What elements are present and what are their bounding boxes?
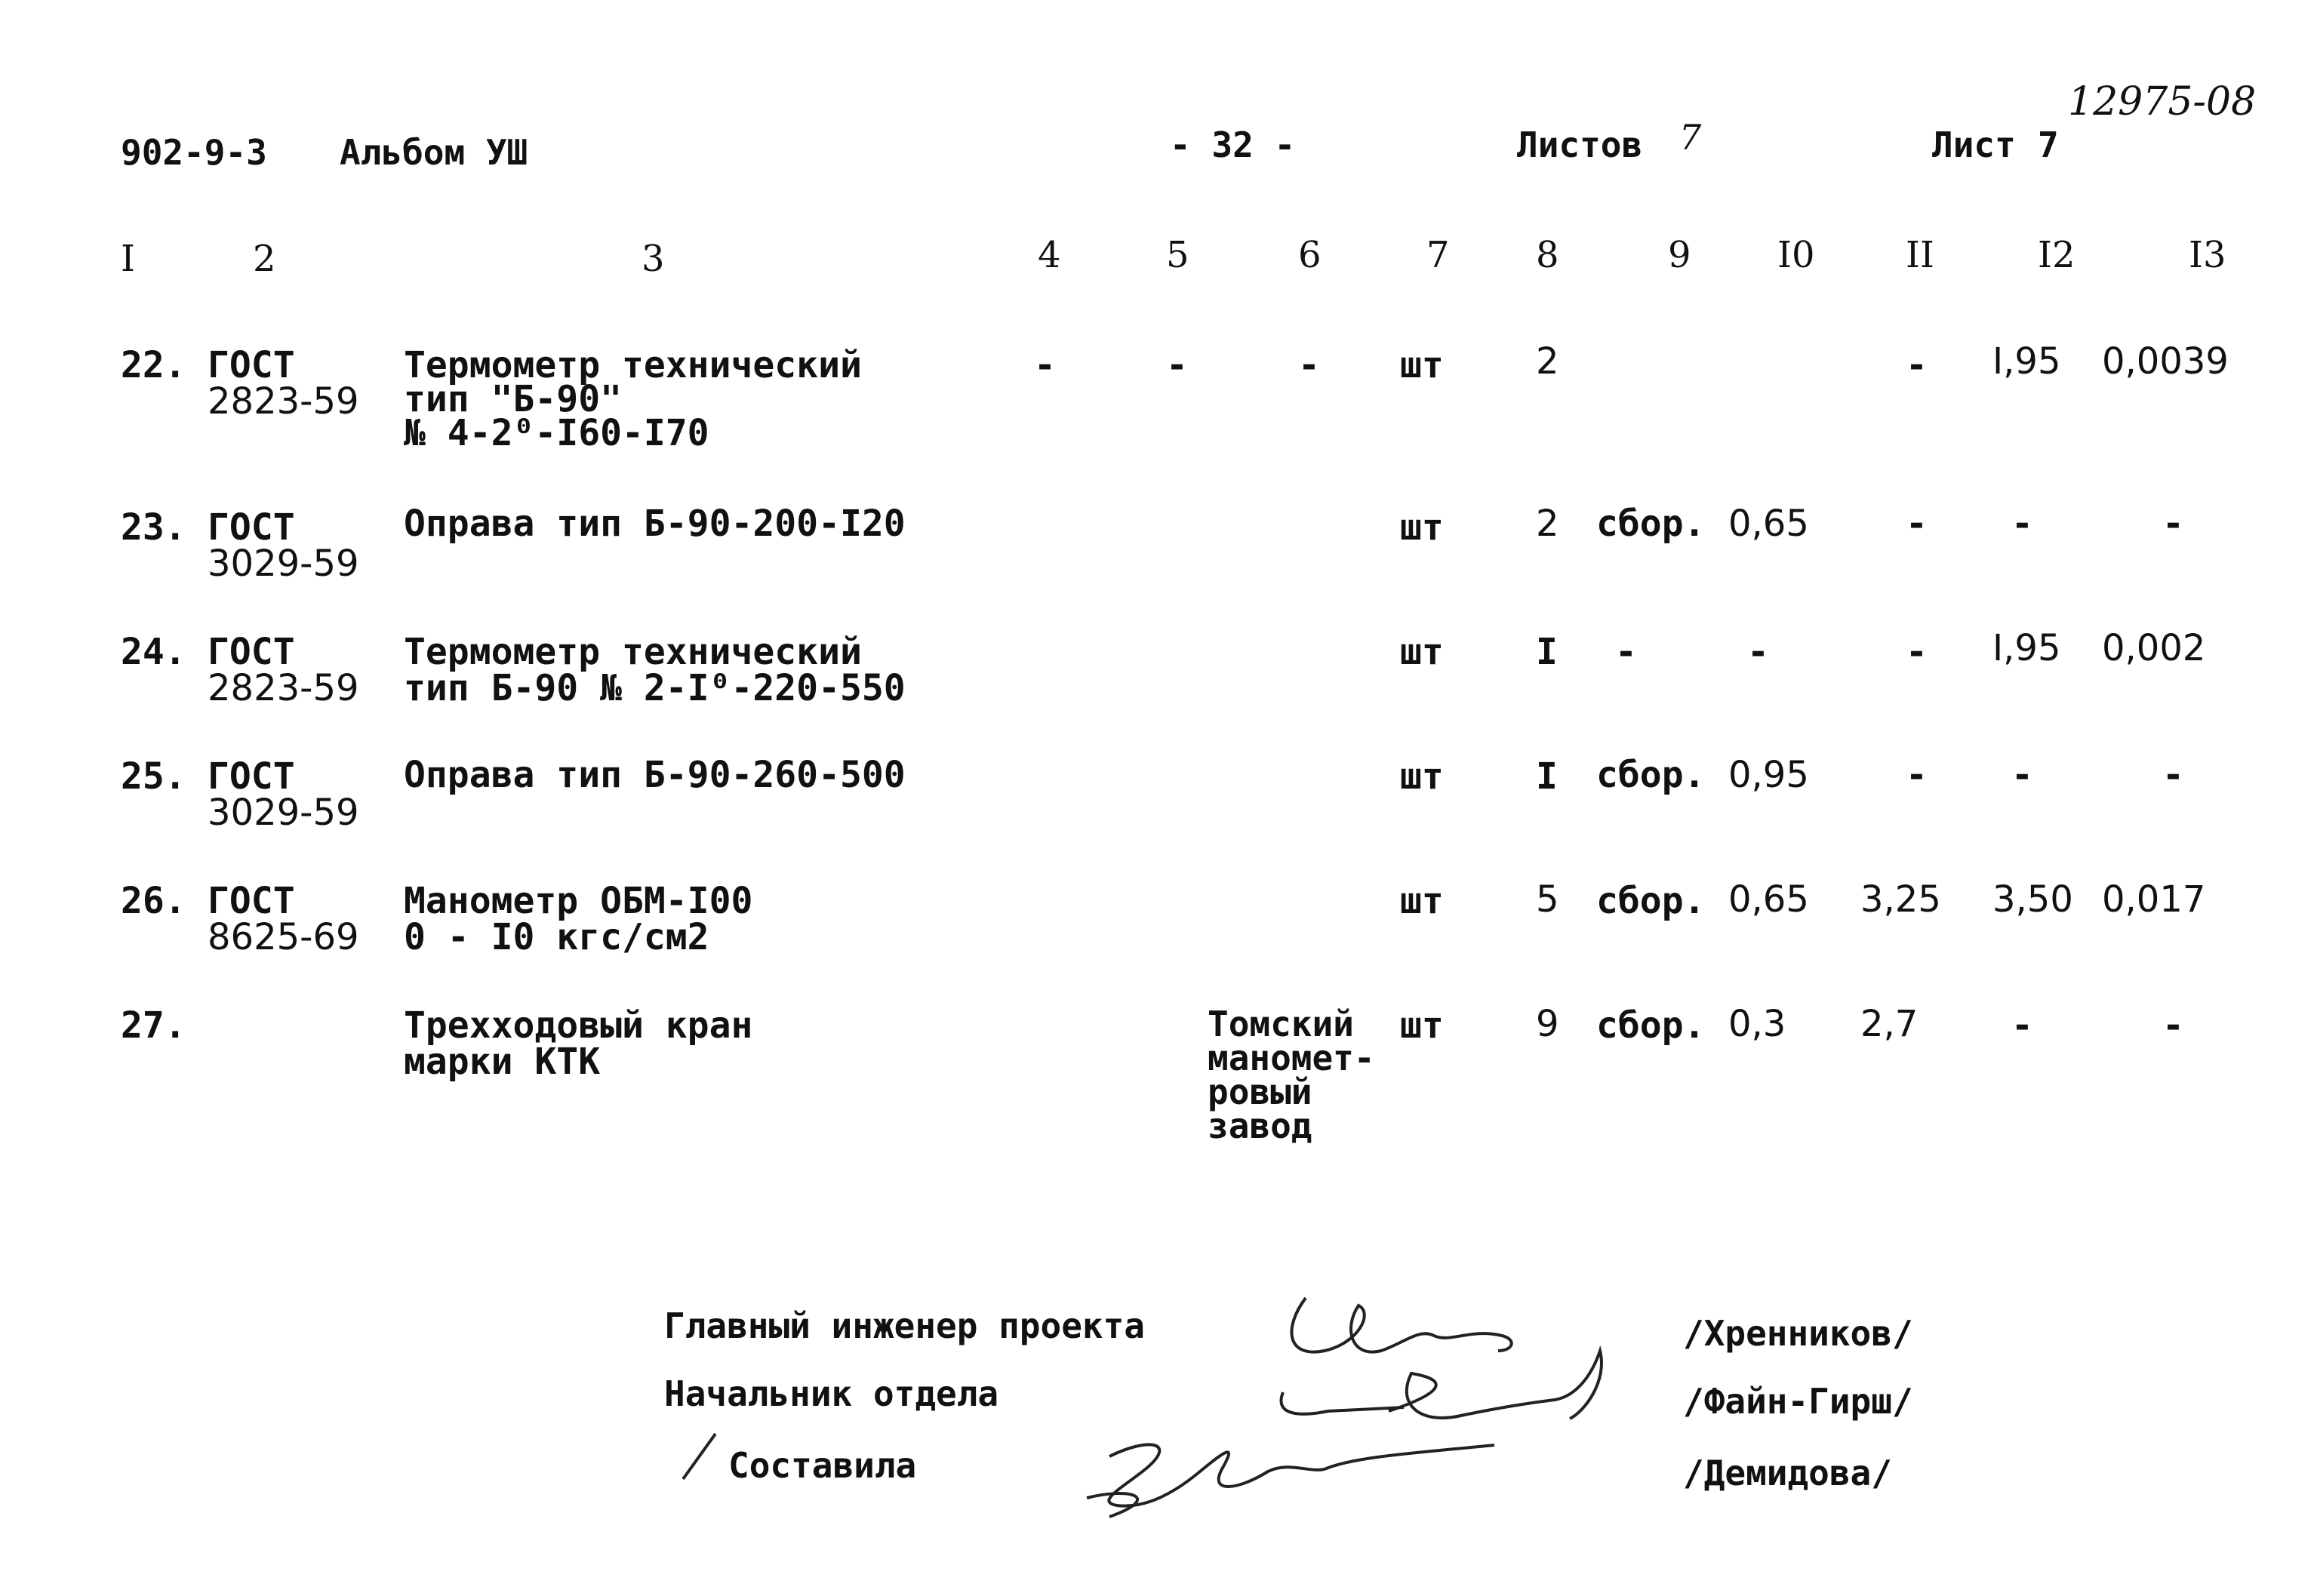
column-number: 8 <box>1536 234 1559 276</box>
manufacturer: ровый <box>1208 1072 1312 1112</box>
standard-number: 2823-59 <box>208 667 359 709</box>
cell-col13: 0,0039 <box>2102 340 2229 383</box>
signature-scribble <box>1282 1392 1405 1414</box>
item-name: Термометр технический <box>404 344 862 386</box>
cell-col9: сбор. <box>1596 1004 1706 1047</box>
column-number: I3 <box>2189 234 2226 276</box>
item-name: Термометр технический <box>404 631 862 673</box>
column-number: I0 <box>1777 234 1815 276</box>
cell-col9: - <box>1615 631 1637 673</box>
cell-col13: 0,017 <box>2102 878 2206 921</box>
quantity: I <box>1536 755 1558 798</box>
quantity: 9 <box>1536 1003 1559 1045</box>
cell-col10: 0,3 <box>1728 1003 1786 1045</box>
cell-col11: - <box>1906 754 1928 796</box>
item-name: Оправа тип Б-90-200-I20 <box>404 503 906 545</box>
manufacturer: Томский <box>1208 1004 1354 1044</box>
unit: шт <box>1400 631 1444 673</box>
column-number: 5 <box>1166 234 1189 276</box>
cell-col10: 0,95 <box>1728 754 1809 796</box>
cell-col11: 3,25 <box>1860 878 1941 921</box>
item-name: марки КТК <box>404 1041 601 1083</box>
row-number: 27. <box>121 1004 186 1047</box>
unit: шт <box>1400 880 1444 922</box>
unit: шт <box>1400 755 1444 798</box>
signature-name: /Демидова/ <box>1683 1453 1892 1493</box>
quantity: 5 <box>1536 878 1559 921</box>
column-number: 2 <box>253 238 276 280</box>
unit: шт <box>1400 506 1444 549</box>
signature-role: Главный инженер проекта <box>664 1305 1145 1346</box>
standard-code: ГОСТ <box>208 880 295 922</box>
signature-role: Начальник отдела <box>664 1373 999 1414</box>
signature-scribble <box>1291 1298 1511 1352</box>
cell-col10: 0,65 <box>1728 878 1809 921</box>
row-number: 23. <box>121 506 186 549</box>
standard-number: 3029-59 <box>208 543 359 585</box>
manufacturer: маномет- <box>1208 1038 1375 1078</box>
cell-col5: - <box>1166 344 1188 386</box>
cell-col11: - <box>1906 344 1928 386</box>
item-name: Манометр ОБМ-I00 <box>404 880 753 922</box>
column-number: 7 <box>1426 234 1450 276</box>
cell-col13: 0,002 <box>2102 627 2206 669</box>
item-name: 0 - I0 кгс/см2 <box>404 916 709 958</box>
item-name: тип "Б-90" <box>404 378 622 420</box>
column-number: II <box>1906 234 1934 276</box>
row-number: 22. <box>121 344 186 386</box>
signature-name: /Файн-Гирш/ <box>1683 1381 1913 1422</box>
archive-number: 12975-08 <box>2068 79 2257 125</box>
manufacturer: завод <box>1208 1106 1312 1146</box>
cell-col6: - <box>1298 344 1320 386</box>
cell-col12: - <box>2011 754 2033 796</box>
signature-role: Составила <box>728 1445 917 1486</box>
cell-col11: - <box>1906 503 1928 545</box>
standard-code: ГОСТ <box>208 506 295 549</box>
cell-col10: - <box>1747 631 1769 673</box>
standard-number: 3029-59 <box>208 792 359 834</box>
standard-code: ГОСТ <box>208 631 295 673</box>
quantity: 2 <box>1536 340 1559 383</box>
row-number: 25. <box>121 755 186 798</box>
cell-col9: сбор. <box>1596 880 1706 922</box>
cell-col12: 3,50 <box>1992 878 2073 921</box>
sheet-label: Лист <box>1932 125 2016 165</box>
cell-col13: - <box>2162 503 2184 545</box>
cell-col9: сбор. <box>1596 754 1706 796</box>
series-code: 902-9-3 <box>121 132 267 173</box>
column-number: 3 <box>642 238 665 280</box>
quantity: 2 <box>1536 503 1559 545</box>
unit: шт <box>1400 344 1444 386</box>
unit: шт <box>1400 1004 1444 1047</box>
cell-col12: I,95 <box>1992 340 2061 383</box>
column-number: 9 <box>1668 234 1691 276</box>
page-number: - 32 - <box>1170 125 1296 165</box>
cell-col13: - <box>2162 1004 2184 1047</box>
sheets-count: 7 <box>1679 117 1702 158</box>
sheet-number: 7 <box>2038 125 2059 165</box>
item-name: № 4-2⁰-I60-I70 <box>404 412 709 454</box>
standard-number: 8625-69 <box>208 916 359 958</box>
item-name: тип Б-90 № 2-I⁰-220-550 <box>404 667 906 709</box>
standard-code: ГОСТ <box>208 344 295 386</box>
cell-col12: - <box>2011 503 2033 545</box>
cell-col4: - <box>1034 344 1056 386</box>
quantity: I <box>1536 631 1558 673</box>
cell-col11: - <box>1906 631 1928 673</box>
cell-col9: сбор. <box>1596 503 1706 545</box>
cell-col11: 2,7 <box>1860 1003 1919 1045</box>
column-number: 4 <box>1038 234 1061 276</box>
signature-scribble <box>1109 1444 1494 1505</box>
column-number: 6 <box>1298 234 1322 276</box>
signature-name: /Хренников/ <box>1683 1313 1913 1354</box>
signature-scribble <box>1389 1351 1602 1419</box>
standard-code: ГОСТ <box>208 755 295 798</box>
item-name: Трехходовый кран <box>404 1004 753 1047</box>
cell-col13: - <box>2162 754 2184 796</box>
check-mark <box>683 1434 715 1479</box>
cell-col12: I,95 <box>1992 627 2061 669</box>
sheets-label: Листов <box>1517 125 1643 165</box>
cell-col10: 0,65 <box>1728 503 1809 545</box>
standard-number: 2823-59 <box>208 380 359 423</box>
column-number: I2 <box>2038 234 2075 276</box>
column-number: I <box>121 238 135 280</box>
album-title: Альбом УШ <box>340 132 528 173</box>
row-number: 26. <box>121 880 186 922</box>
item-name: Оправа тип Б-90-260-500 <box>404 754 906 796</box>
cell-col12: - <box>2011 1004 2033 1047</box>
row-number: 24. <box>121 631 186 673</box>
